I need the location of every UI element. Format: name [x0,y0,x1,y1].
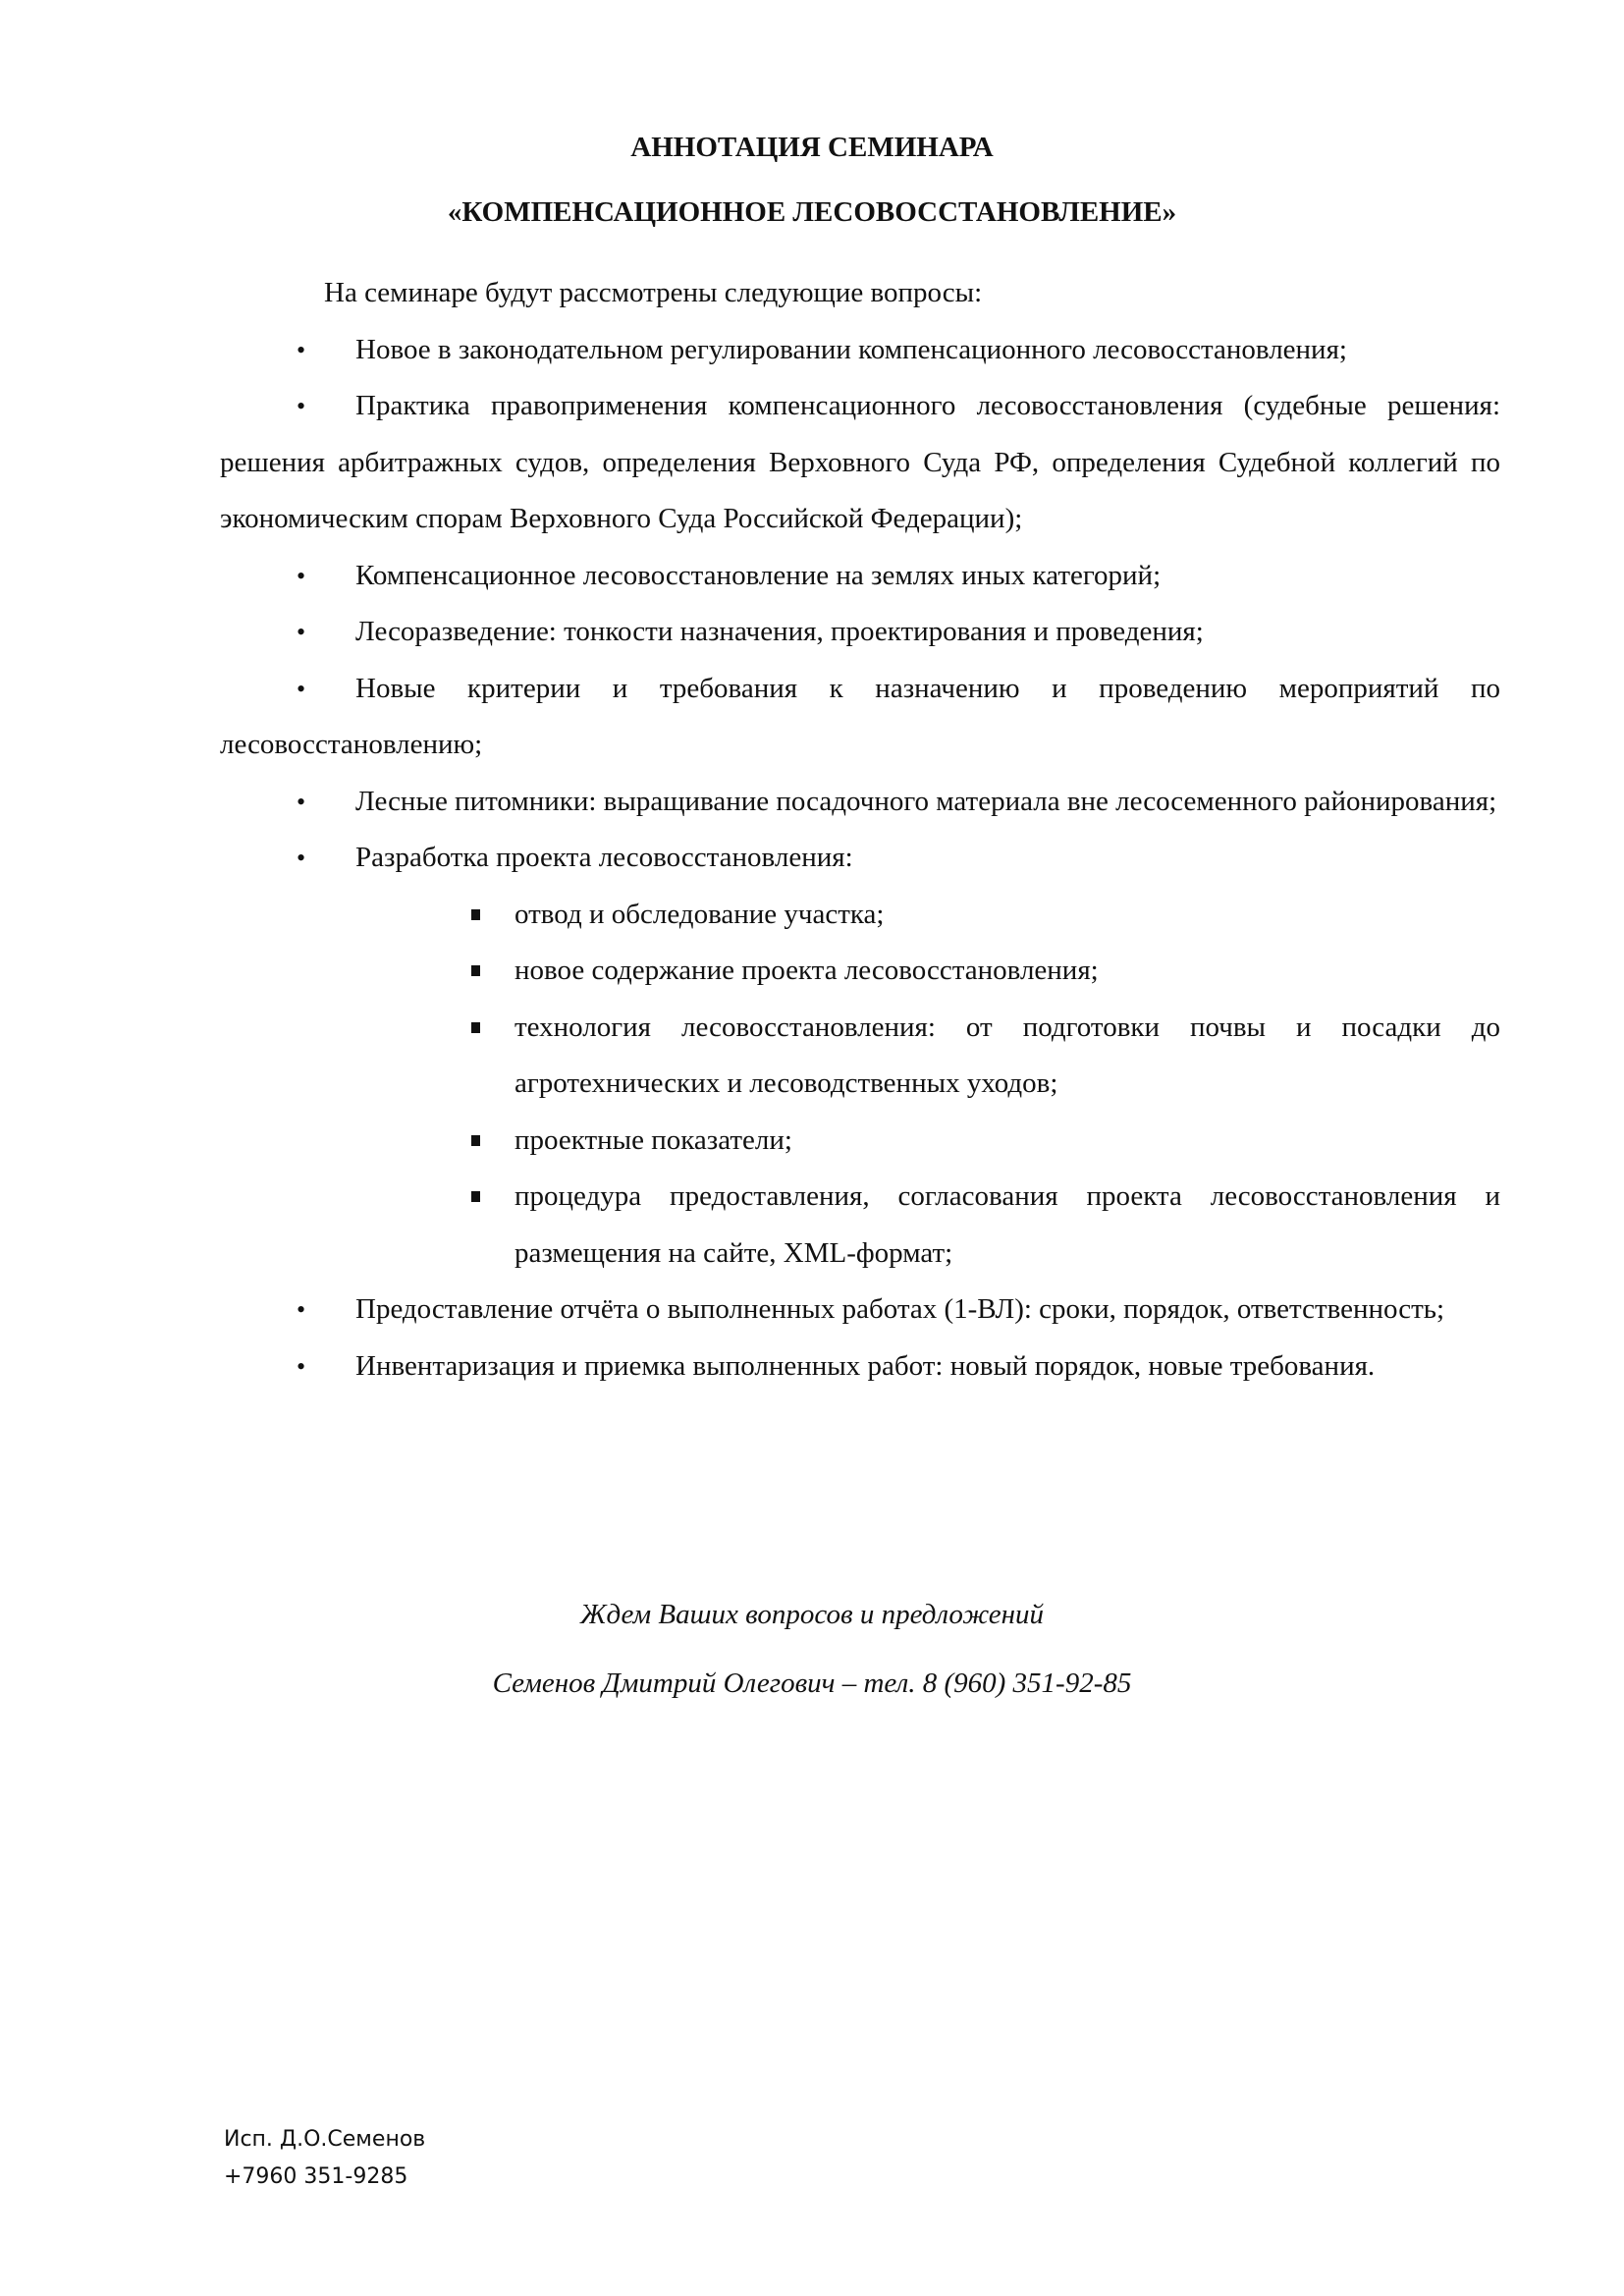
square-bullet-icon [471,1191,480,1202]
bullet-icon: • [297,787,306,816]
document-body [220,265,1500,1394]
bullet-icon: • [297,618,306,646]
sub-list-item: проектные показатели; [220,1113,1500,1170]
bullet-icon: • [297,674,306,703]
executor-name: Исп. Д.О.Семенов [224,2127,426,2152]
square-bullet-icon [471,909,480,920]
list-item: • Новые критерии и требования к назначению и проведению мероприятий по лесовосстановлению; [220,661,1500,774]
list-item: • Разработка проекта лесовосстановления: [220,830,1500,887]
list-item: • Лесные питомники: выращивание посадочного материала вне лесосеменного районирования; [220,774,1500,831]
bullet-icon: • [297,561,306,590]
bullet-icon: • [297,335,306,364]
list-item: • Предоставление отчёта о выполненных работах (1-ВЛ): сроки, порядок, ответственность; [220,1282,1500,1339]
list-item: • Практика правоприменения компенсационного лесовосстановления (судебные решения: решения арбитражных судов, определения Верховного Суда РФ, определения Судебной коллегий по экономическим спорам Верховного Суда Российской Федерации); [220,378,1500,548]
square-bullet-icon [471,965,480,976]
contact-line: Семенов Дмитрий Олегович – тел. 8 (960) 351-92-85 [492,1667,1132,1699]
square-bullet-icon [471,1022,480,1033]
sub-list-item: отвод и обследование участка; [220,887,1500,944]
bullet-icon: • [297,392,306,420]
executor-footer [224,2121,425,2196]
square-bullet-icon [471,1135,480,1146]
list-item: • Лесоразведение: тонкости назначения, проектирования и проведения; [220,604,1500,661]
list-item: • Компенсационное лесовосстановление на землях иных категорий; [220,548,1500,605]
list-item: • Инвентаризация и приемка выполненных работ: новый порядок, новые требования. [220,1339,1500,1395]
document-title-line2: «КОМПЕНСАЦИОННОЕ ЛЕСОВОССТАНОВЛЕНИЕ» [447,196,1177,228]
bullet-icon: • [297,1351,306,1381]
intro-text: На семинаре будут рассмотрены следующие вопросы: [324,277,983,308]
sub-list-item: технология лесовосстановления: от подготовки почвы и посадки до агротехнических и лесоводственных уходов; [220,1000,1500,1113]
list-item: • Новое в законодательном регулировании компенсационного лесовосстановления; [220,322,1500,379]
closing-invitation: Ждем Ваших вопросов и предложений [579,1599,1045,1630]
bullet-icon: • [297,844,306,872]
sub-list-item: процедура предоставления, согласования проекта лесовосстановления и размещения на сайте, XML-формат; [220,1169,1500,1282]
executor-phone: +7960 351-9285 [224,2164,408,2189]
sub-list-item: новое содержание проекта лесовосстановления; [220,943,1500,1000]
bullet-icon: • [297,1295,306,1324]
document-title-line1: АННОТАЦИЯ СЕМИНАРА [630,132,994,163]
